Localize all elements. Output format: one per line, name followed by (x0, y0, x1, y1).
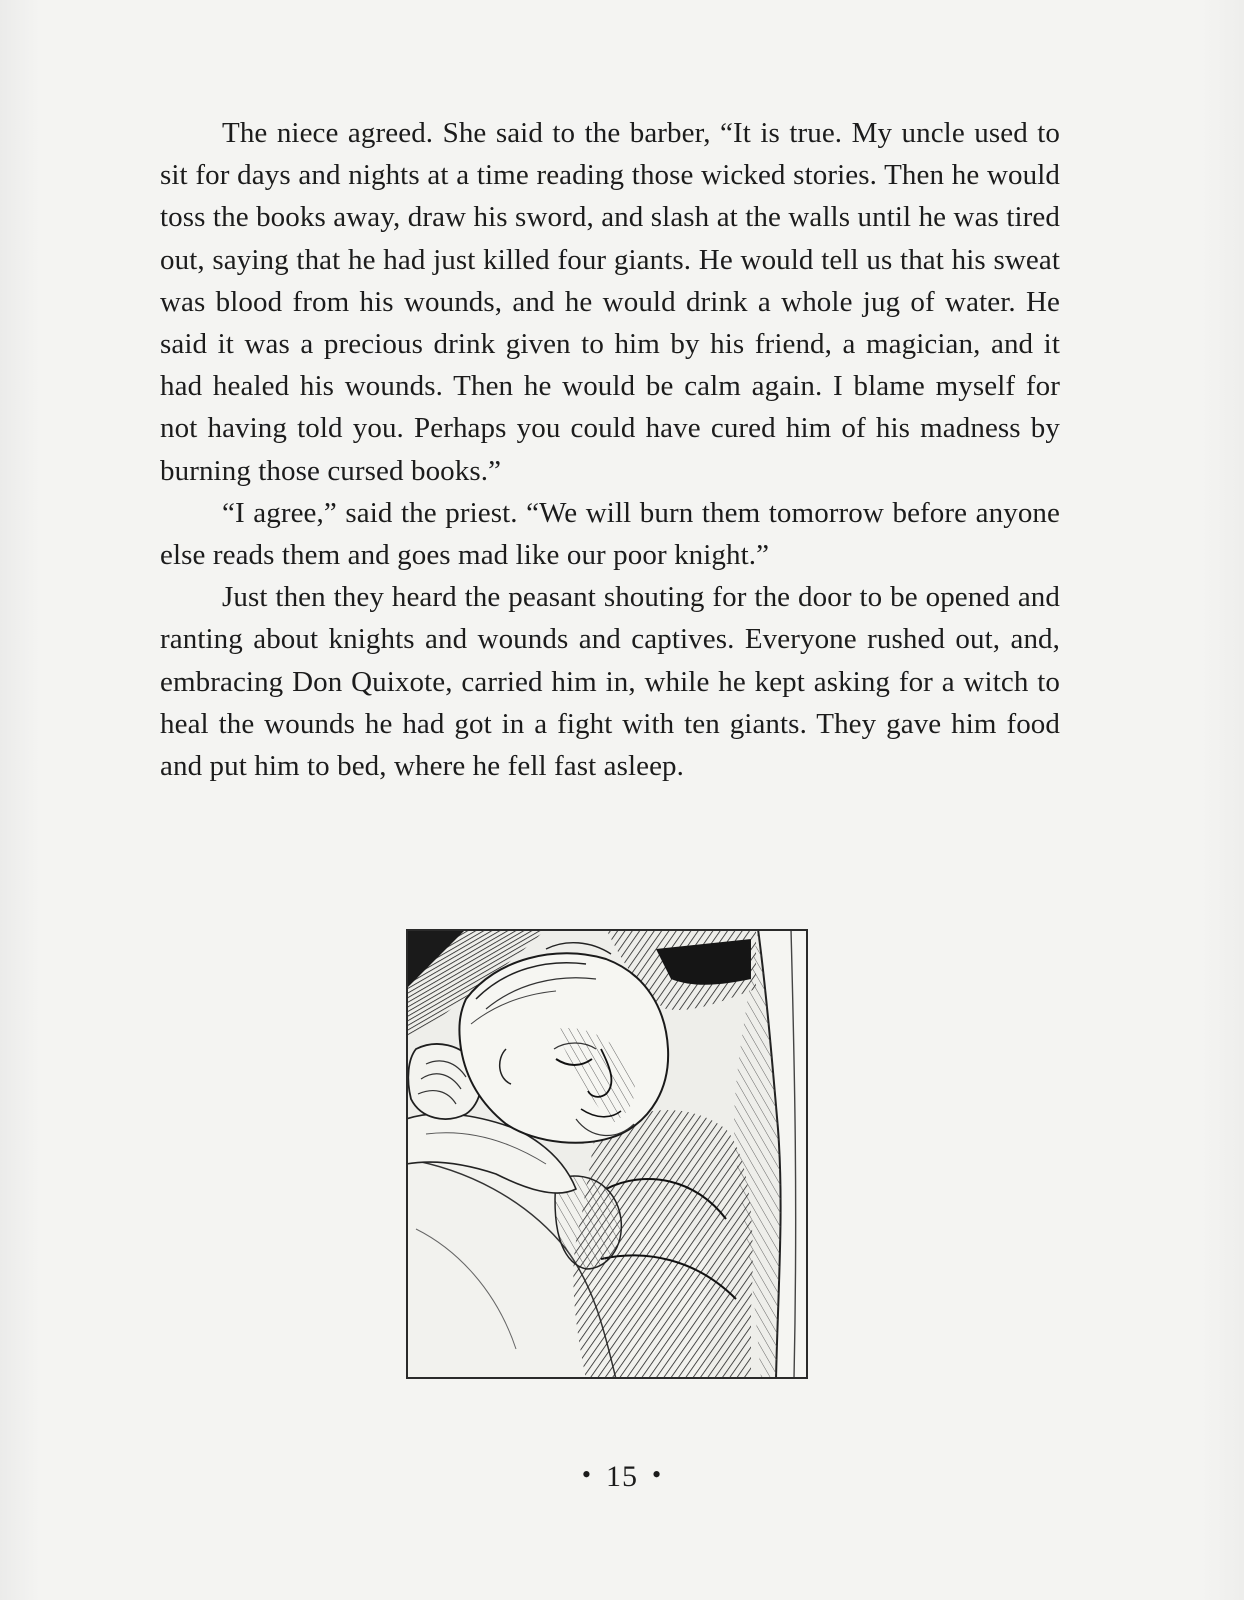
paragraph-3: Just then they heard the peasant shouting for the door to be opened and ranting about knights and wounds and captives. Everyone rushed out, and, embracing Don Quixote, carried him in, while he kept asking for a witch to heal the wounds he had got in a fight with ten giants. They gave him food and put him to bed, where he fell fast asleep. (160, 581, 1060, 783)
paragraph-1: The niece agreed. She said to the barber, “It is true. My uncle used to sit for days and nights at a time reading those wicked stories. Then he would toss the books away, draw his sword, and slash at the walls until he was tired out, saying that he had just killed four giants. He would tell us that his sweat was blood from his wounds, and he would drink a whole jug of water. He said it was a precious drink given to him by his friend, a magician, and it had healed his wounds. Then he would be calm again. I blame myself for not having told you. Perhaps you could have cured him of his madness by burning those cursed books.” (160, 117, 1060, 487)
sleeping-man-illustration (406, 929, 808, 1379)
paragraph-2: “I agree,” said the priest. “We will burn them tomorrow before anyone else reads them and goes mad like our poor knight.” (160, 496, 1060, 572)
page-number-right-dot: • (652, 1460, 663, 1489)
page-number-value: 15 (606, 1460, 638, 1493)
body-text (160, 112, 1060, 787)
page-number (0, 1460, 1244, 1494)
page-number-left-dot: • (581, 1460, 592, 1489)
